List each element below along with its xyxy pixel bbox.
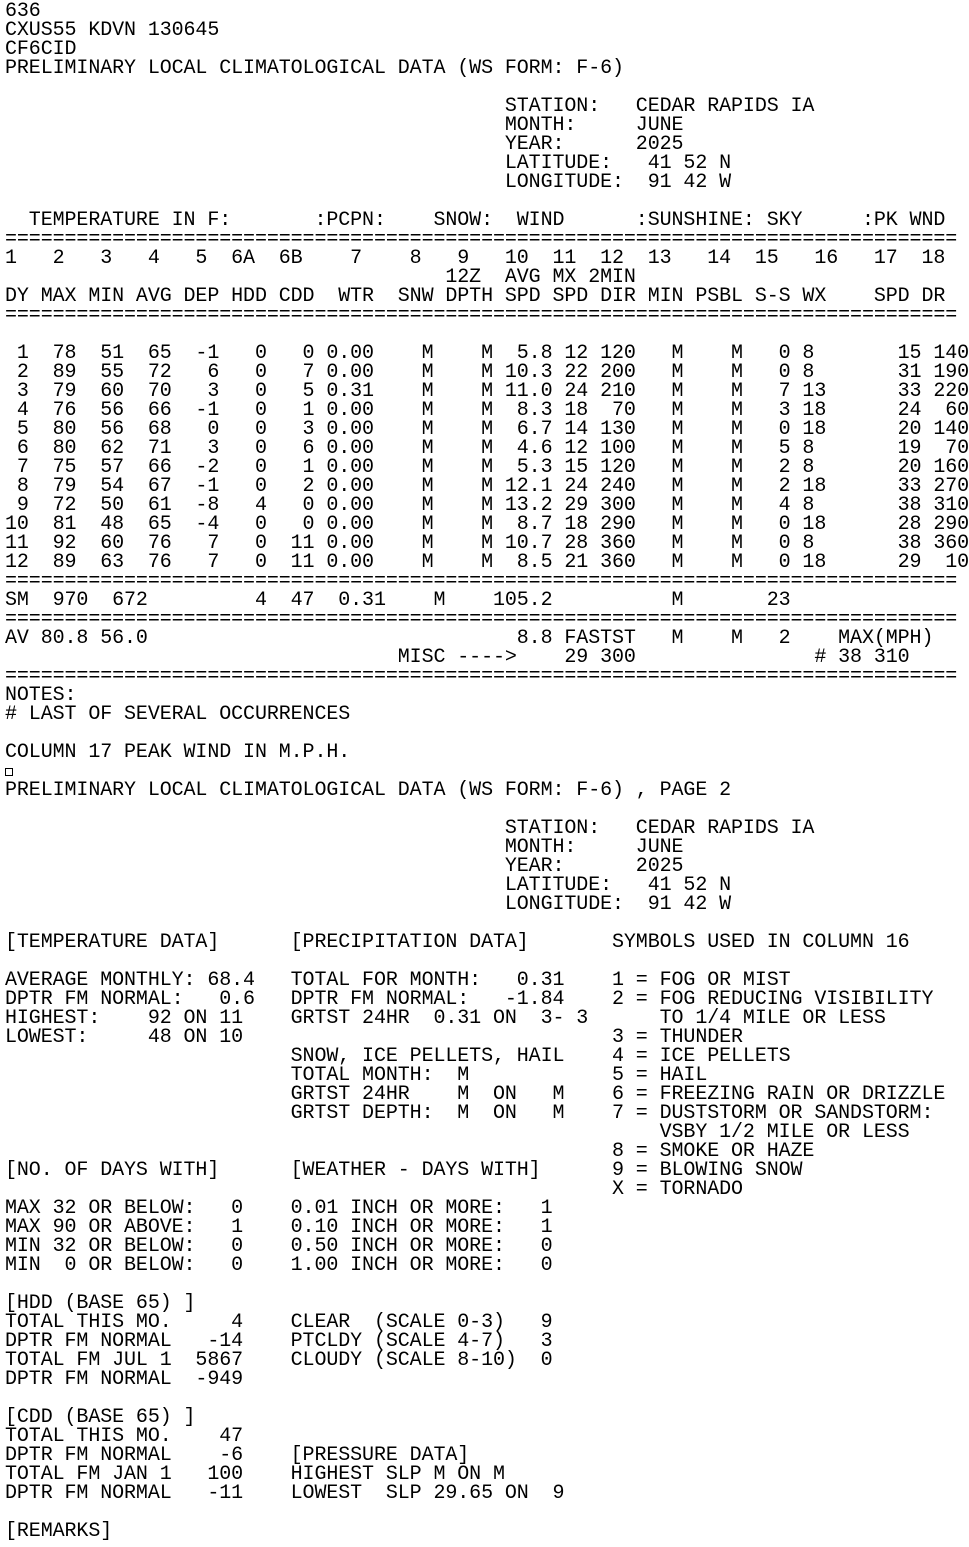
- report-line: SNOW, ICE PELLETS, HAIL 4 = ICE PELLETS: [5, 1045, 791, 1068]
- report-line: YEAR: 2025: [5, 133, 684, 156]
- report-line: DPTR FM NORMAL -14 PTCLDY (SCALE 4-7) 3: [5, 1330, 553, 1353]
- report-line: 1 78 51 65 -1 0 0 0.00 M M 5.8 12 120 M M 0 8 15 140: [5, 342, 969, 365]
- report-line: SM 970 672 4 47 0.31 M 105.2 M 23: [5, 589, 791, 612]
- report-line: DPTR FM NORMAL -11 LOWEST SLP 29.65 ON 9: [5, 1482, 565, 1505]
- report-line: DPTR FM NORMAL -6 [PRESSURE DATA]: [5, 1444, 470, 1467]
- report-line: COLUMN 17 PEAK WIND IN M.P.H.: [5, 741, 351, 764]
- report-line: 4 76 56 66 -1 0 1 0.00 M M 8.3 18 70 M M 3 18 24 60: [5, 399, 969, 422]
- report-line: 636: [5, 0, 41, 23]
- report-line: PRELIMINARY LOCAL CLIMATOLOGICAL DATA (WS FORM: F-6) , PAGE 2: [5, 779, 732, 802]
- report-line: PRELIMINARY LOCAL CLIMATOLOGICAL DATA (WS FORM: F-6): [5, 57, 624, 80]
- report-line: 1 2 3 4 5 6A 6B 7 8 9 10 11 12 13 14 15 16 17 18: [5, 247, 946, 270]
- report-line: TOTAL FM JUL 1 5867 CLOUDY (SCALE 8-10) 0: [5, 1349, 553, 1372]
- report-line: STATION: CEDAR RAPIDS IA: [5, 817, 815, 840]
- report-line: LATITUDE: 41 52 N: [5, 152, 732, 175]
- report-line: TOTAL THIS MO. 4 CLEAR (SCALE 0-3) 9: [5, 1311, 553, 1334]
- report-line: DPTR FM NORMAL -949: [5, 1368, 244, 1391]
- report-line: 6 80 62 71 3 0 6 0.00 M M 4.6 12 100 M M 5 8 19 70: [5, 437, 969, 460]
- report-line: MIN 32 OR BELOW: 0 0.50 INCH OR MORE: 0: [5, 1235, 553, 1258]
- report-line: 12 89 63 76 7 0 11 0.00 M M 8.5 21 360 M M 0 18 29 10: [5, 551, 969, 574]
- report-line: 7 75 57 66 -2 0 1 0.00 M M 5.3 15 120 M M 2 8 20 160: [5, 456, 969, 479]
- report-line: CF6CID: [5, 38, 77, 61]
- report-line: 10 81 48 65 -4 0 0 0.00 M M 8.7 18 290 M M 0 18 28 290: [5, 513, 969, 536]
- report-line: TOTAL THIS MO. 47: [5, 1425, 244, 1448]
- report-line: MAX 32 OR BELOW: 0 0.01 INCH OR MORE: 1: [5, 1197, 553, 1220]
- report-line: ================================================================================: [5, 608, 958, 631]
- report-line: VSBY 1/2 MILE OR LESS: [5, 1121, 910, 1144]
- report-line: [CDD (BASE 65) ]: [5, 1406, 196, 1429]
- report-line: MIN 0 OR BELOW: 0 1.00 INCH OR MORE: 0: [5, 1254, 553, 1277]
- report-line: TOTAL FM JAN 1 100 HIGHEST SLP M ON M: [5, 1463, 505, 1486]
- report-line: 2 89 55 72 6 0 7 0.00 M M 10.3 22 200 M M 0 8 31 190: [5, 361, 969, 384]
- report-line: 11 92 60 76 7 0 11 0.00 M M 10.7 28 360 M M 0 8 38 360: [5, 532, 969, 555]
- report-line: 8 79 54 67 -1 0 2 0.00 M M 12.1 24 240 M M 2 18 33 270: [5, 475, 969, 498]
- report-line: ================================================================================: [5, 570, 958, 593]
- report-line: ================================================================================: [5, 228, 958, 251]
- report-line: GRTST 24HR M ON M 6 = FREEZING RAIN OR DRIZZLE: [5, 1083, 946, 1106]
- report-line: ================================================================================: [5, 665, 958, 688]
- report-line: MONTH: JUNE: [5, 836, 684, 859]
- report-line: [HDD (BASE 65) ]: [5, 1292, 196, 1315]
- report-line: AV 80.8 56.0 8.8 FASTST M M 2 MAX(MPH): [5, 627, 934, 650]
- report-line: ================================================================================: [5, 304, 958, 327]
- report-line: [NO. OF DAYS WITH] [WEATHER - DAYS WITH] 9 = BLOWING SNOW: [5, 1159, 803, 1182]
- report-line: MISC ----> 29 300 # 38 310: [5, 646, 910, 669]
- report-line: 3 79 60 70 3 0 5 0.31 M M 11.0 24 210 M M 7 13 33 220: [5, 380, 969, 403]
- report-line: DY MAX MIN AVG DEP HDD CDD WTR SNW DPTH SPD SPD DIR MIN PSBL S-S WX SPD DR: [5, 285, 946, 308]
- report-line: LATITUDE: 41 52 N: [5, 874, 732, 897]
- report-line: LOWEST: 48 ON 10 3 = THUNDER: [5, 1026, 743, 1049]
- report-line: HIGHEST: 92 ON 11 GRTST 24HR 0.31 ON 3- 3 TO 1/4 MILE OR LESS: [5, 1007, 886, 1030]
- report-line: YEAR: 2025: [5, 855, 684, 878]
- report-line: NOTES:: [5, 684, 77, 707]
- report-line: DPTR FM NORMAL: 0.6 DPTR FM NORMAL: -1.84 2 = FOG REDUCING VISIBILITY: [5, 988, 934, 1011]
- report-line: STATION: CEDAR RAPIDS IA: [5, 95, 815, 118]
- report-line: 5 80 56 68 0 0 3 0.00 M M 6.7 14 130 M M 0 18 20 140: [5, 418, 969, 441]
- report-line: # LAST OF SEVERAL OCCURRENCES: [5, 703, 351, 726]
- report-line: CXUS55 KDVN 130645: [5, 19, 220, 42]
- report-line: [TEMPERATURE DATA] [PRECIPITATION DATA] SYMBOLS USED IN COLUMN 16: [5, 931, 910, 954]
- report-line: LONGITUDE: 91 42 W: [5, 171, 732, 194]
- report-line: TOTAL MONTH: M 5 = HAIL: [5, 1064, 708, 1087]
- report-line: [5, 1503, 969, 1522]
- report-line: [REMARKS]: [5, 1520, 113, 1543]
- report-line: 8 = SMOKE OR HAZE: [5, 1140, 815, 1163]
- page-break-icon: [5, 762, 969, 781]
- report-line: GRTST DEPTH: M ON M 7 = DUSTSTORM OR SANDSTORM:: [5, 1102, 934, 1125]
- report-line: LONGITUDE: 91 42 W: [5, 893, 732, 916]
- report-line: TEMPERATURE IN F: :PCPN: SNOW: WIND :SUNSHINE: SKY :PK WND: [5, 209, 946, 232]
- report-line: MAX 90 OR ABOVE: 1 0.10 INCH OR MORE: 1: [5, 1216, 553, 1239]
- report-line: X = TORNADO: [5, 1178, 743, 1201]
- report-line: 12Z AVG MX 2MIN: [5, 266, 636, 289]
- report-line: 9 72 50 61 -8 4 0 0.00 M M 13.2 29 300 M M 4 8 38 310: [5, 494, 969, 517]
- report-line: AVERAGE MONTHLY: 68.4 TOTAL FOR MONTH: 0.31 1 = FOG OR MIST: [5, 969, 791, 992]
- report-line: MONTH: JUNE: [5, 114, 684, 137]
